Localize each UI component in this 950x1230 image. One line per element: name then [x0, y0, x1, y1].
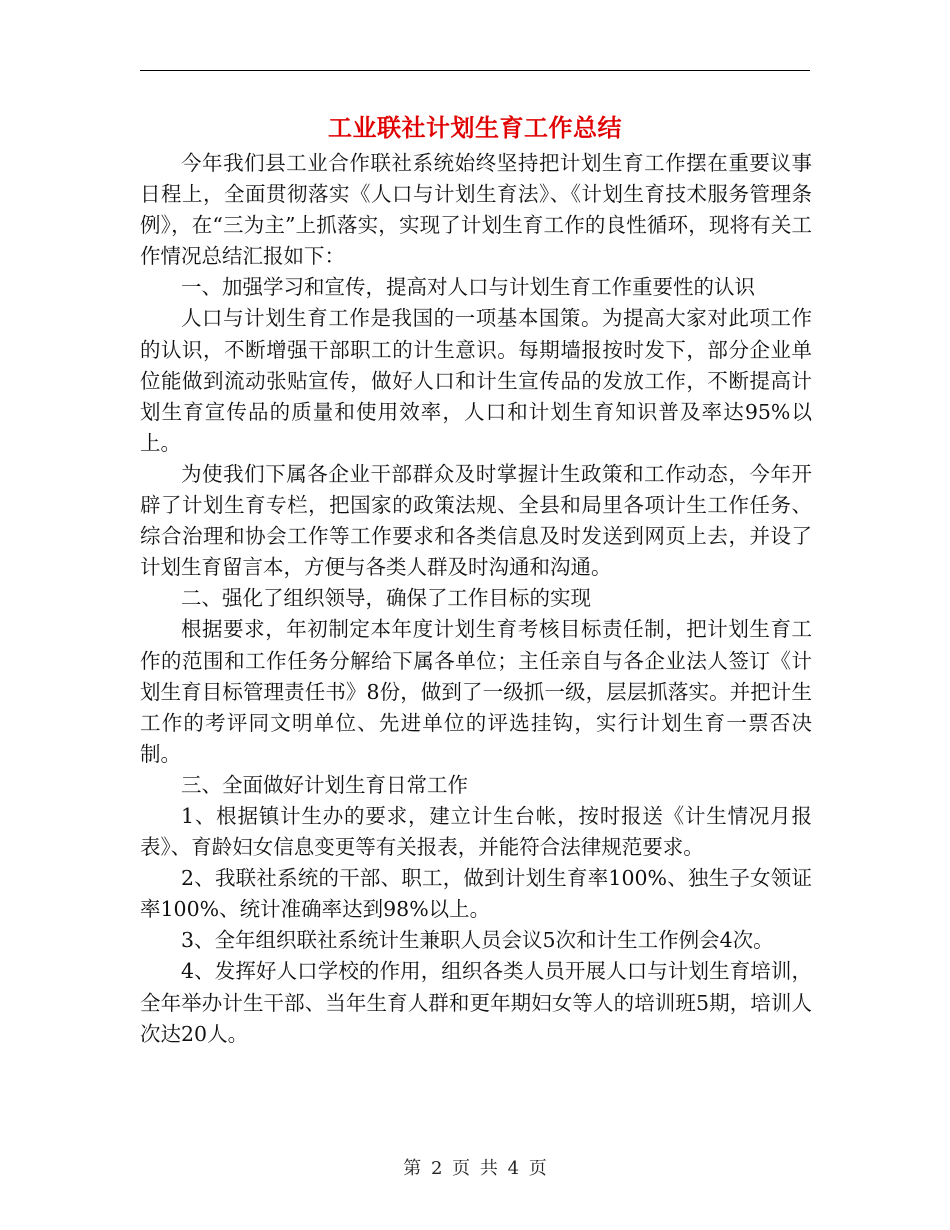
list-item-2: 2、我联社系统的干部、职工，做到计划生育率100%、独生子女领证率100%、统计准确率达到98%以上。	[140, 866, 812, 922]
section-heading-3: 三、全面做好计划生育日常工作	[181, 772, 468, 797]
section-heading-1: 一、加强学习和宣传，提高对人口与计划生育工作重要性的认识	[181, 275, 755, 300]
list-item-4: 4、发挥好人口学校的作用，组织各类人员开展人口与计划生育培训，全年举办计生干部、当年生育人群和更年期妇女等人的培训班5期，培训人次达20人。	[140, 959, 812, 1046]
header-rule	[140, 70, 810, 71]
body-paragraph: 人口与计划生育工作是我国的一项基本国策。为提高大家对此项工作的认识，不断增强干部职工的计生意识。每期墙报按时发下，部分企业单位能做到流动张贴宣传，做好人口和计生宣传品的发放工作，不断提高计划生育宣传品的质量和使用效率，人口和计划生育知识普及率达95%以上。	[140, 306, 812, 455]
body-paragraph: 根据要求，年初制定本年度计划生育考核目标责任制，把计划生育工作的范围和工作任务分解给下属各单位；主任亲自与各企业法人签订《计划生育目标管理责任书》8份，做到了一级抓一级，层层抓落实。并把计生工作的考评同文明单位、先进单位的评选挂钩，实行计划生育一票否决制。	[140, 617, 812, 766]
intro-paragraph: 今年我们县工业合作联社系统始终坚持把计划生育工作摆在重要议事日程上，全面贯彻落实《人口与计划生育法》、《计划生育技术服务管理条例》，在“三为主”上抓落实，实现了计划生育工作的良性循环，现将有关工作情况总结汇报如下：	[140, 151, 812, 269]
document-title: 工业联社计划生育工作总结	[328, 113, 622, 142]
list-item-1: 1、根据镇计生办的要求，建立计生台帐，按时报送《计生情况月报表》、育龄妇女信息变更等有关报表，并能符合法律规范要求。	[140, 803, 812, 860]
body-paragraph: 为使我们下属各企业干部群众及时掌握计生政策和工作动态，今年开辟了计划生育专栏，把国家的政策法规、全县和局里各项计生工作任务、综合治理和协会工作等工作要求和各类信息及时发送到网页上去，并设了计划生育留言本，方便与各类人群及时沟通和沟通。	[140, 461, 812, 580]
list-item-3: 3、全年组织联社系统计生兼职人员会议5次和计生工作例会4次。	[181, 928, 774, 953]
section-heading-2: 二、强化了组织领导，确保了工作目标的实现	[181, 586, 591, 611]
document-body	[140, 148, 812, 1050]
page-number-footer: 第 2 页 共 4 页	[403, 1158, 547, 1179]
